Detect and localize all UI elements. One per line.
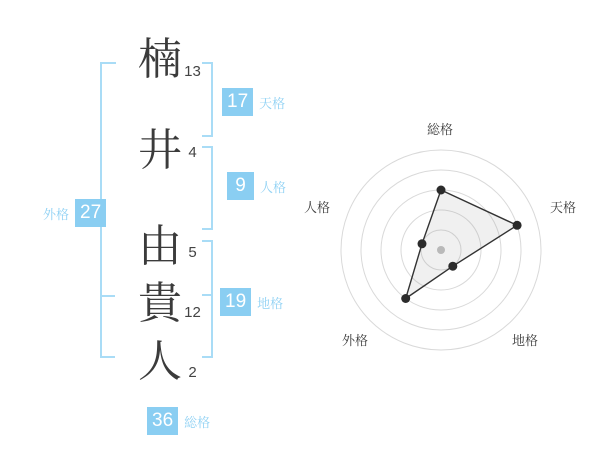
radar-chart	[295, 115, 595, 360]
name-char: 由	[138, 222, 182, 271]
radar-axis-label: 地格	[511, 333, 539, 348]
stroke-count: 4	[188, 144, 197, 161]
radar-data-point	[401, 294, 410, 303]
tenkaku-value-badge: 17	[222, 88, 253, 116]
jinkaku-row	[227, 172, 286, 200]
chikaku-row	[220, 288, 283, 316]
soukaku-label: 総格	[184, 414, 211, 430]
radar-data-point	[513, 221, 522, 230]
name-char: 楠	[138, 35, 182, 84]
radar-data-point	[448, 262, 457, 271]
stroke-count: 12	[184, 304, 201, 321]
radar-axis-label: 天格	[550, 200, 577, 215]
stroke-count: 2	[188, 364, 197, 381]
radar-data-point	[418, 239, 427, 248]
tenkaku-row	[222, 88, 285, 116]
gaikaku-value-badge: 27	[75, 199, 106, 227]
radar-axis-label: 外格	[341, 333, 369, 348]
jinkaku-label: 人格	[260, 179, 287, 195]
radar-axis-label: 人格	[303, 200, 330, 215]
stroke-count: 13	[184, 63, 201, 80]
name-char: 井	[138, 126, 182, 175]
name-char: 人	[138, 337, 182, 386]
radar-data-point	[437, 186, 446, 195]
name-char: 貴	[138, 279, 182, 328]
stroke-count: 5	[188, 244, 197, 261]
soukaku-value-badge: 36	[147, 407, 178, 435]
chikaku-value-badge: 19	[220, 288, 251, 316]
chikaku-label: 地格	[257, 295, 284, 311]
jinkaku-value-badge: 9	[227, 172, 254, 200]
tenkaku-label: 天格	[259, 95, 286, 111]
soukaku-row	[147, 407, 210, 435]
gaikaku-row	[43, 199, 106, 227]
radar-axis-label: 総格	[426, 122, 454, 137]
gaikaku-label: 外格	[43, 206, 70, 222]
